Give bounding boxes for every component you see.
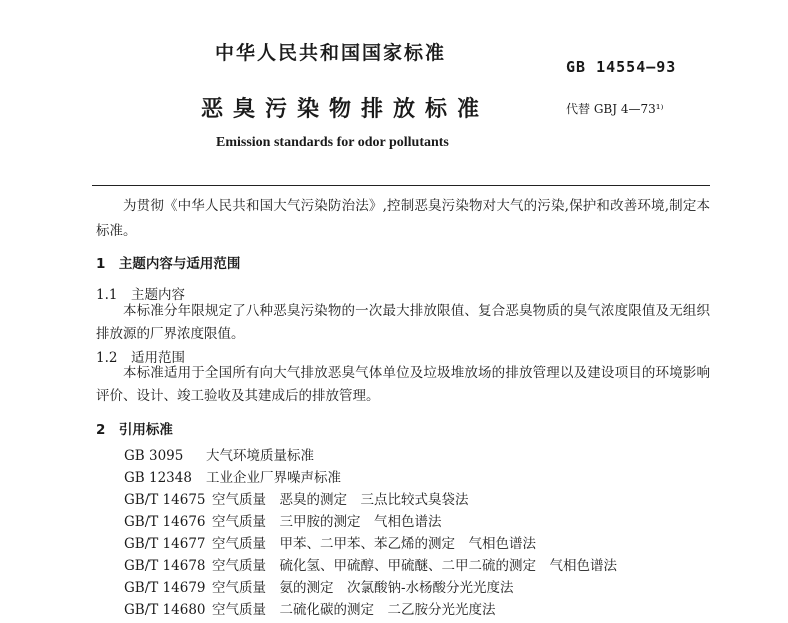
reference-code: GB/T 14679	[124, 580, 206, 596]
reference-code: GB/T 14675	[124, 492, 206, 508]
reference-code: GB 3095	[124, 448, 184, 464]
reference-title: 大气环境质量标准	[206, 448, 314, 464]
standard-number: GB 14554—93	[566, 58, 677, 76]
section-1-heading: 1 主题内容与适用范围	[96, 256, 241, 272]
reference-title: 空气质量 二硫化碳的测定 二乙胺分光光度法	[212, 602, 496, 618]
reference-item	[124, 445, 617, 467]
reference-title: 空气质量 三甲胺的测定 气相色谱法	[212, 514, 442, 530]
reference-code: GB/T 14678	[124, 558, 206, 574]
reference-title: 空气质量 恶臭的测定 三点比较式臭袋法	[212, 492, 469, 508]
reference-code: GB 12348	[124, 470, 192, 486]
reference-title: 工业企业厂界噪声标准	[206, 470, 341, 486]
reference-item	[124, 511, 617, 533]
intro-paragraph: 为贯彻《中华人民共和国大气污染防治法》,控制恶臭污染物对大气的污染,保护和改善环境,制定本标准。	[96, 198, 710, 239]
subsection-1-1-heading: 1.1 主题内容	[96, 287, 185, 303]
reference-code: GB/T 14677	[124, 536, 206, 552]
replaces-note: 代替 GBJ 4—73¹⁾	[566, 102, 664, 116]
reference-title: 空气质量 氨的测定 次氯酸钠-水杨酸分光光度法	[212, 580, 514, 596]
reference-item	[124, 533, 617, 555]
reference-code: GB/T 14680	[124, 602, 206, 618]
reference-title: 空气质量 甲苯、二甲苯、苯乙烯的测定 气相色谱法	[212, 536, 536, 552]
document-title-chinese: 恶臭污染物排放标准	[201, 97, 490, 122]
reference-list	[124, 445, 617, 621]
subsection-1-2-text: 本标准适用于全国所有向大气排放恶臭气体单位及垃圾堆放场的排放管理以及建设项目的环境影响评价、设计、竣工验收及其建成后的排放管理。	[96, 365, 710, 404]
reference-item	[124, 599, 617, 621]
national-standard-heading: 中华人民共和国国家标准	[215, 42, 447, 64]
reference-code: GB/T 14676	[124, 514, 206, 530]
header-divider	[92, 185, 710, 186]
reference-item	[124, 577, 617, 599]
reference-item	[124, 467, 617, 489]
section-2-heading: 2 引用标准	[96, 422, 173, 438]
reference-item	[124, 555, 617, 577]
document-title-english: Emission standards for odor pollutants	[216, 135, 449, 150]
subsection-1-2-heading: 1.2 适用范围	[96, 350, 185, 366]
reference-title: 空气质量 硫化氢、甲硫醇、甲硫醚、二甲二硫的测定 气相色谱法	[212, 558, 617, 574]
subsection-1-1-text: 本标准分年限规定了八种恶臭污染物的一次最大排放限值、复合恶臭物质的臭气浓度限值及无组织排放源的厂界浓度限值。	[96, 303, 710, 342]
reference-item	[124, 489, 617, 511]
